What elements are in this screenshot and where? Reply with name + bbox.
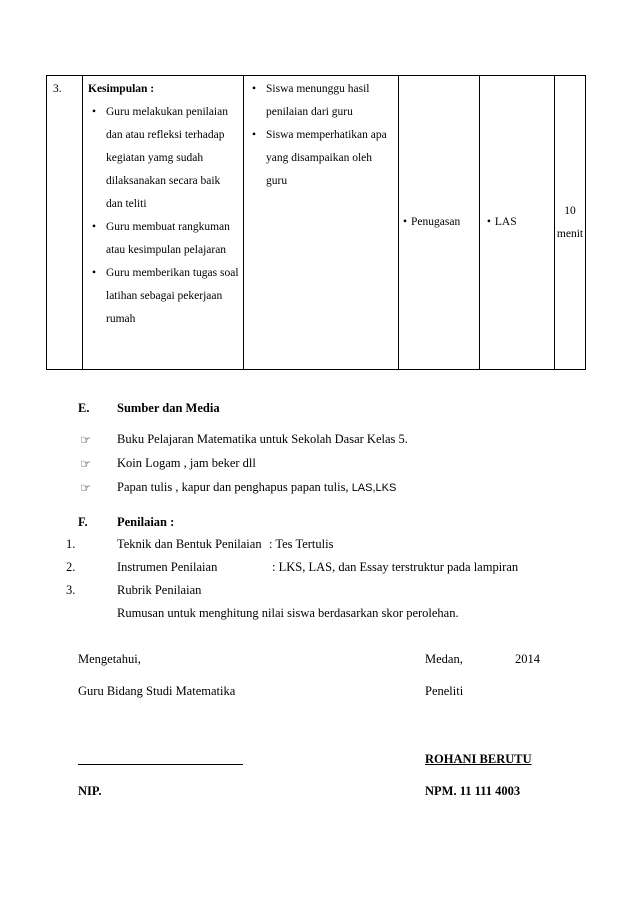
bullet-icon: •: [403, 216, 408, 228]
list-item: • Siswa memperhatikan apa yang disampaikan oleh guru: [248, 124, 394, 193]
metode-text: Penugasan: [411, 216, 461, 228]
media-item: Buku Pelajaran Matematika untuk Sekolah Dasar Kelas 5.: [117, 432, 408, 446]
guru-list: [88, 101, 239, 331]
section-f-letter: F.: [78, 515, 88, 529]
penilaian-label: Rubrik Penilaian: [117, 583, 202, 597]
waktu-number: 10: [564, 204, 576, 217]
section-e-title: Sumber dan Media: [117, 401, 220, 415]
nip-label: NIP.: [78, 784, 102, 798]
guru-heading: Kesimpulan :: [88, 83, 155, 95]
waktu-unit: menit: [556, 227, 584, 240]
penilaian-no: 1.: [66, 537, 76, 551]
guru-activity-cell: [83, 76, 244, 370]
sumber-text: LAS: [494, 216, 517, 228]
mengetahui-label: Mengetahui,: [78, 652, 141, 666]
place-label: Medan,: [425, 652, 463, 666]
hand-pointing-icon: ☞: [80, 457, 92, 471]
list-item: • Siswa menunggu hasil penilaian dari guru: [248, 78, 394, 124]
list-item: • Guru membuat rangkuman atau kesimpulan pelajaran: [88, 216, 239, 262]
signature-line: [78, 764, 243, 765]
researcher-name: ROHANI BERUTU: [425, 752, 532, 766]
npm-label: NPM. 11 111 4003: [425, 784, 521, 798]
penilaian-value: : Tes Tertulis: [269, 537, 334, 551]
sumber-cell: [480, 76, 555, 370]
peneliti-label: Peneliti: [425, 684, 464, 698]
rubrik-note: Rumusan untuk menghitung nilai siswa berdasarkan skor perolehan.: [117, 606, 459, 620]
hand-pointing-icon: ☞: [80, 481, 92, 495]
bullet-icon: •: [484, 216, 491, 228]
row-number: 3.: [47, 76, 83, 370]
metode-cell: [399, 76, 480, 370]
penilaian-label: Instrumen Penilaian: [117, 560, 218, 574]
media-item-suffix: LAS,LKS: [351, 482, 397, 494]
penilaian-no: 2.: [66, 560, 76, 574]
section-f-title: Penilaian :: [117, 515, 175, 529]
hand-pointing-icon: ☞: [80, 433, 92, 447]
list-item: • Guru memberikan tugas soal latihan sebagai pekerjaan rumah: [88, 262, 239, 331]
penilaian-label: Teknik dan Bentuk Penilaian: [117, 537, 262, 551]
waktu-cell: [555, 76, 586, 370]
penilaian-value: : LKS, LAS, dan Essay terstruktur pada lampiran: [272, 560, 519, 574]
siswa-activity-cell: [244, 76, 399, 370]
guru-role-label: Guru Bidang Studi Matematika: [78, 684, 236, 698]
section-e-letter: E.: [78, 401, 90, 415]
media-item-text: Papan tulis , kapur dan penghapus papan tulis,: [117, 480, 349, 494]
penilaian-no: 3.: [66, 583, 76, 597]
list-item: • Guru melakukan penilaian dan atau refleksi terhadap kegiatan yamg sudah dilaksanakan secara baik dan teliti: [88, 101, 239, 216]
media-item: Koin Logam , jam beker dll: [117, 456, 256, 470]
media-item: [117, 480, 396, 495]
activity-table: [46, 75, 586, 370]
siswa-list: [248, 78, 394, 193]
year-label: 2014: [515, 652, 540, 666]
table-row: [47, 76, 586, 370]
